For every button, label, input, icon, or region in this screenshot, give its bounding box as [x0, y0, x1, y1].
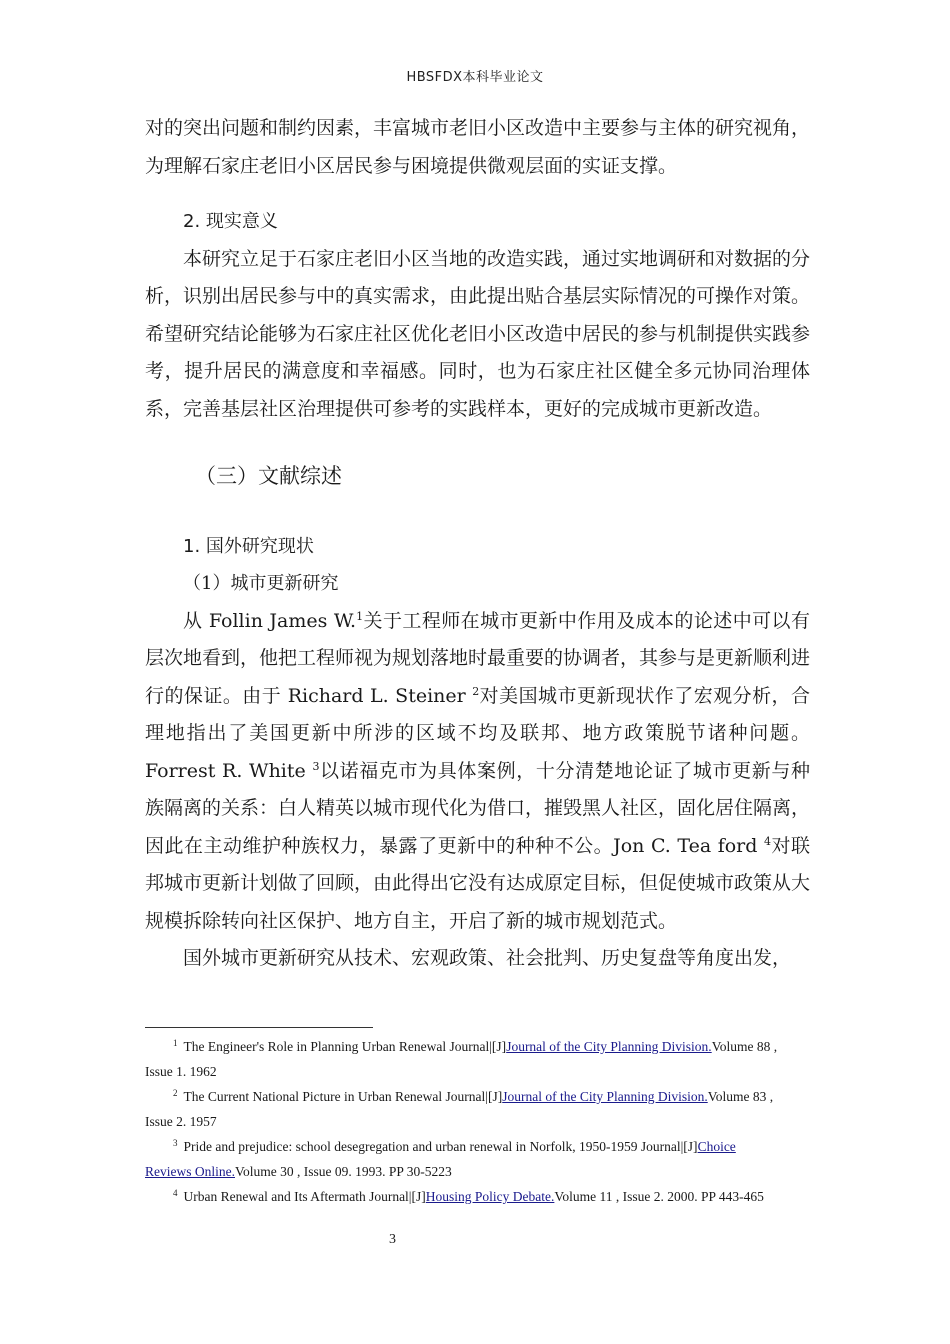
footnotes [145, 1034, 785, 1209]
body-text [145, 110, 810, 978]
footnote-link-3[interactable]: Choice Reviews Online. [145, 1139, 736, 1179]
section-heading-literature-review: （三）文献综述 [195, 464, 342, 488]
footnote-ref-4[interactable]: 4 [763, 834, 771, 848]
section-heading-practical-significance: 2. 现实意义 [183, 211, 278, 232]
literature-paragraph: 从 Follin James W.$^1$关于工程师在城市更新中作用及成本的论述中可以有层次地看到，他把工程师视为规划落地时最重要的协调者，其参与是更新顺利进行的保证。由于 Richard L. Steiner $^2$对美国城市更新现状作了宏观分析，合理地指出了美国更新中所涉的区域不均及联邦、地方政策脱节诸种问题。Forrest R. White $^3$以诺福克市为具体案例，十分清楚地论证了城市更新与种族隔离的关系：白人精英以城市现代化为借口，摧毁黑人社区，固化居住隔离，因此在主动维护种族权力，暴露了更新中的种种不公。Jon C. Tea ford $^4$对联邦城市更新计划做了回顾，由此得出它没有达成原定目标，但促使城市政策从大规模拆除转向社区保护、地方自主，开启了新的城市规划范式。 [145, 609, 811, 932]
footnote-ref-1[interactable]: 1 [356, 609, 364, 623]
page-number: 3 [389, 1232, 396, 1247]
footnote-1: $^1$ The Engineer's Role in Planning Urban Renewal Journal|[J]Journal of the City Planning Division.Volume 88 , Issue 1. 1962 [145, 1038, 778, 1079]
footnote-link-1[interactable]: Journal of the City Planning Division. [506, 1039, 712, 1054]
subsubsection-heading-urban-renewal: （1）城市更新研究 [183, 573, 339, 594]
footnote-ref-3[interactable]: 3 [312, 759, 320, 773]
summary-paragraph: 国外城市更新研究从技术、宏观政策、社会批判、历史复盘等角度出发， [183, 947, 792, 969]
subsection-heading-foreign-research: 1. 国外研究现状 [183, 535, 314, 557]
practical-significance-paragraph: 本研究立足于石家庄老旧小区当地的改造实践，通过实地调研和对数据的分析，识别出居民参与中的真实需求，由此提出贴合基层实际情况的可操作对策。希望研究结论能够为石家庄社区优化老旧小区改造中居民的参与机制提供实践参考，提升居民的满意度和幸福感。同时，也为石家庄社区健全多元协同治理体系，完善基层社区治理提供可参考的实践样本，更好的完成城市更新改造。 [145, 247, 811, 420]
footnote-separator [145, 1027, 373, 1028]
footnote-4: $^4$ Urban Renewal and Its Aftermath Journal|[J]Housing Policy Debate.Volume 11 , Issue 2. 2000. PP 443-465 [173, 1188, 764, 1204]
footnote-link-4[interactable]: Housing Policy Debate. [425, 1189, 555, 1204]
footnote-ref-2[interactable]: 2 [472, 684, 480, 698]
continued-paragraph: 对的突出问题和制约因素，丰富城市老旧小区改造中主要参与主体的研究视角，为理解石家庄老旧小区居民参与困境提供微观层面的实证支撑。 [145, 117, 811, 177]
footnote-2: $^2$ The Current National Picture in Urban Renewal Journal|[J]Journal of the City Planning Division.Volume 83 , Issue 2. 1957 [145, 1088, 774, 1129]
running-header: HBSFDX本科毕业论文 [406, 70, 544, 85]
footnote-3: $^3$ Pride and prejudice: school desegregation and urban renewal in Norfolk, 1950-1959 Journal|[J]Choice Reviews Online.Volume 30 , Issue 09. 1993. PP 30-5223 [145, 1138, 736, 1179]
footnote-link-2[interactable]: Journal of the City Planning Division. [502, 1089, 708, 1104]
